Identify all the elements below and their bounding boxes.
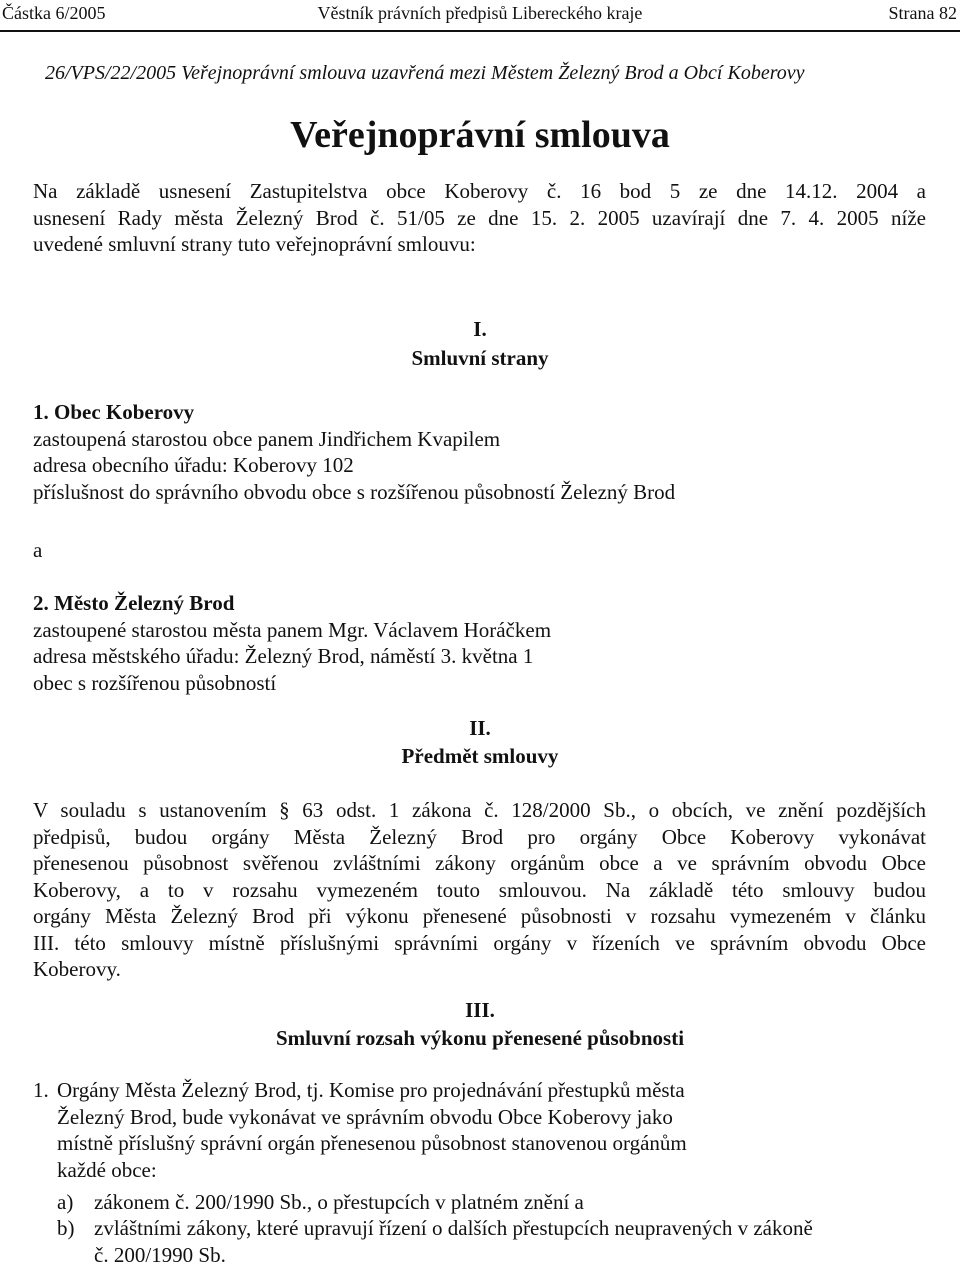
scope-line: každé obce: bbox=[57, 1157, 687, 1184]
party-1-representative: zastoupená starostou obce panem Jindřichem Kvapilem bbox=[33, 426, 675, 453]
intro-line: Na základě usnesení Zastupitelstva obce Koberovy č. 16 bod 5 ze dne 14.12. 2004 a bbox=[33, 178, 926, 205]
subject-line: orgány Města Železný Brod při výkonu přenesené působnosti v rozsahu vymezeném v článku bbox=[33, 903, 926, 930]
page-number: Strana 82 bbox=[889, 0, 957, 26]
document-title: Veřejnoprávní smlouva bbox=[0, 112, 960, 158]
subitem-text: zákonem č. 200/1990 Sb., o přestupcích v platném znění a bbox=[57, 1189, 937, 1216]
party-2 bbox=[33, 590, 551, 696]
scope-subitem-b bbox=[57, 1215, 937, 1268]
section-3-heading: Smluvní rozsah výkonu přenesené působnosti bbox=[0, 1025, 960, 1051]
subject-line: přenesenou působnost svěřenou zvláštními zákony orgánům obce a ve správním obvodu Obce bbox=[33, 850, 926, 877]
subject-line: Koberovy, a to v rozsahu vymezeném touto smlouvou. Na základě této smlouvy budou bbox=[33, 877, 926, 904]
intro-line: uvedené smluvní strany tuto veřejnoprávní smlouvu: bbox=[33, 231, 926, 258]
subject-line: V souladu s ustanovením § 63 odst. 1 zákona č. 128/2000 Sb., o obcích, ve znění pozdějších bbox=[33, 797, 926, 824]
party-2-address: adresa městského úřadu: Železný Brod, náměstí 3. května 1 bbox=[33, 643, 551, 670]
party-2-heading: 2. Město Železný Brod bbox=[33, 590, 551, 617]
section-3-number: III. bbox=[0, 997, 960, 1023]
header-divider bbox=[0, 30, 960, 32]
scope-line: místně příslušný správní orgán přenesenou působnost stanovenou orgánům bbox=[57, 1130, 687, 1157]
scope-line: Orgány Města Železný Brod, tj. Komise pro projednávání přestupků města bbox=[57, 1077, 687, 1104]
section-2-heading: Předmět smlouvy bbox=[0, 743, 960, 769]
subitem-text: č. 200/1990 Sb. bbox=[57, 1242, 937, 1268]
page-header bbox=[0, 0, 960, 26]
section-2-number: II. bbox=[0, 715, 960, 741]
subject-line: předpisů, budou orgány Města Železný Brod pro orgány Obce Koberovy vykonávat bbox=[33, 824, 926, 851]
intro-line: usnesení Rady města Železný Brod č. 51/05 ze dne 15. 2. 2005 uzavírají dne 7. 4. 2005 níže bbox=[33, 205, 926, 232]
document-reference: 26/VPS/22/2005 Veřejnoprávní smlouva uzavřená mezi Městem Železný Brod a Obcí Koberovy bbox=[45, 60, 805, 86]
scope-line: Železný Brod, bude vykonávat ve správním obvodu Obce Koberovy jako bbox=[57, 1104, 687, 1131]
subject-paragraph bbox=[33, 797, 926, 983]
party-2-status: obec s rozšířenou působností bbox=[33, 670, 551, 697]
subject-line: Koberovy. bbox=[33, 956, 926, 983]
subitem-label: a) bbox=[57, 1189, 73, 1216]
scope-item-number: 1. bbox=[33, 1077, 49, 1104]
intro-paragraph bbox=[33, 178, 926, 258]
section-1-heading: Smluvní strany bbox=[0, 345, 960, 371]
party-2-representative: zastoupené starostou města panem Mgr. Václavem Horáčkem bbox=[33, 617, 551, 644]
section-1-number: I. bbox=[0, 316, 960, 342]
scope-item-text bbox=[57, 1077, 687, 1183]
subitem-text: zvláštními zákony, které upravují řízení o dalších přestupcích neupravených v zákoně bbox=[57, 1215, 937, 1242]
subject-line: III. této smlouvy místně příslušnými správními orgány v řízeních ve správním obvodu Obce bbox=[33, 930, 926, 957]
party-1-jurisdiction: příslušnost do správního obvodu obce s rozšířenou působností Železný Brod bbox=[33, 479, 675, 506]
party-1-heading: 1. Obec Koberovy bbox=[33, 399, 675, 426]
issue-number: Částka 6/2005 bbox=[2, 0, 106, 26]
conjunction: a bbox=[33, 537, 42, 564]
scope-subitem-a bbox=[57, 1189, 937, 1216]
party-1-address: adresa obecního úřadu: Koberovy 102 bbox=[33, 452, 675, 479]
party-1 bbox=[33, 399, 675, 505]
journal-title: Věstník právních předpisů Libereckého kraje bbox=[0, 0, 960, 26]
subitem-label: b) bbox=[57, 1215, 75, 1242]
